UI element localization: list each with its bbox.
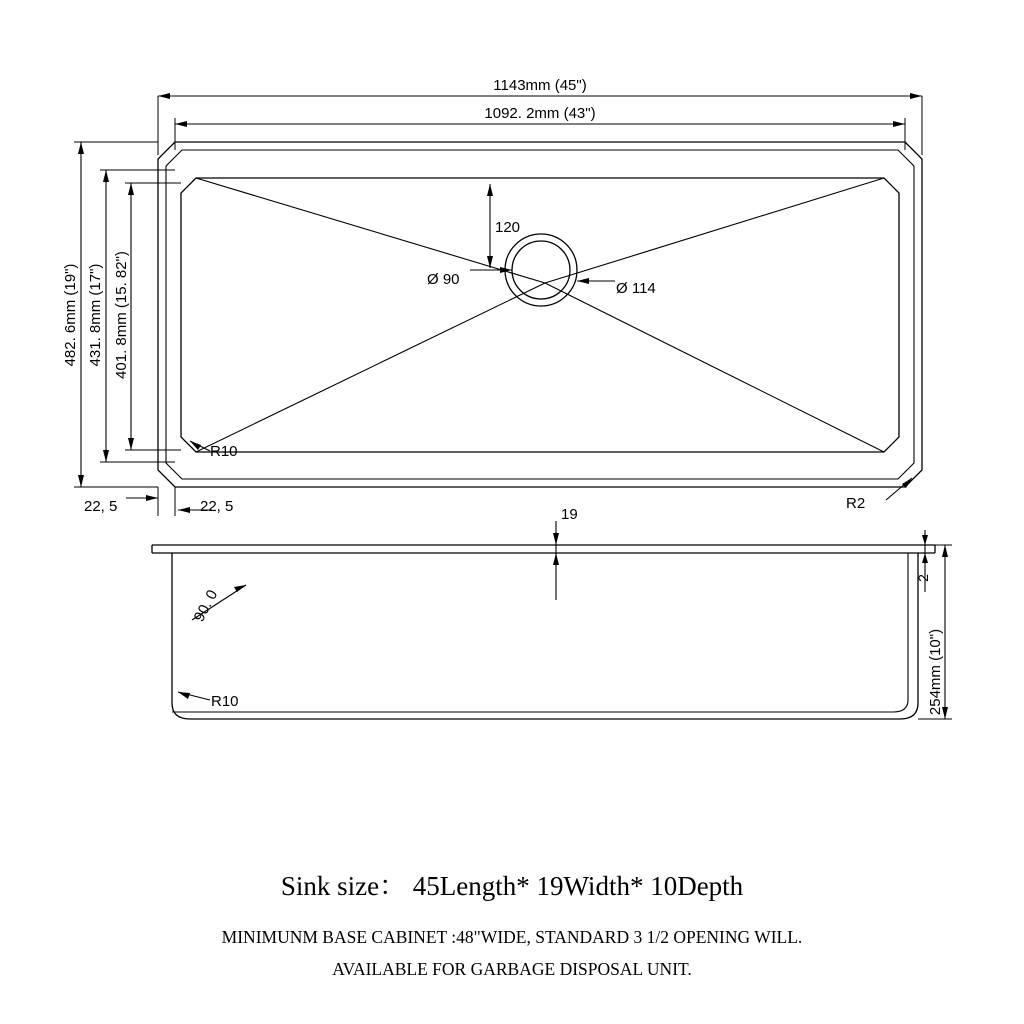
arrow-overall-length-right	[910, 93, 922, 99]
sink-basin-outline	[181, 178, 899, 452]
arrow-overall-length-left	[158, 93, 170, 99]
basin-diagonal-4	[545, 283, 884, 452]
arrow-inner-width-2-bottom	[128, 438, 134, 450]
arrow-wall-angle	[234, 585, 246, 592]
arrow-overall-width-top	[78, 142, 84, 154]
dim-overall-width-label: 482. 6mm (19")	[62, 263, 79, 367]
dim-wall-angle-label: 90. 0	[190, 587, 222, 625]
arrow-edge-left	[146, 495, 158, 501]
dim-r10-top-view-label: R10	[210, 443, 238, 460]
dim-edge-left-label: 22, 5	[84, 498, 118, 515]
caption-main: Sink size： 45Length* 19Width* 10Depth	[280, 871, 744, 901]
arrow-rim-lip-top	[922, 535, 928, 545]
arrow-r10-top-view	[190, 441, 201, 450]
dim-edge-left-2-label: 22, 5	[200, 498, 234, 515]
side-view-group	[152, 506, 952, 719]
side-body-outline	[172, 553, 918, 719]
dim-inner-width-1-label: 431. 8mm (17")	[87, 263, 104, 367]
drain-inner-circle	[512, 241, 570, 299]
sink-inner-offset-outline	[166, 150, 914, 479]
arrow-inner-width-2-top	[128, 183, 134, 195]
dim-inner-length-label: 1092. 2mm (43")	[484, 105, 596, 122]
side-body-inner-line	[490, 553, 908, 712]
arrow-edge-left-2	[178, 507, 190, 513]
dim-r2-label: R2	[846, 495, 866, 512]
dim-rim-lip-label: 2	[915, 574, 931, 582]
arrow-depth-top	[942, 545, 948, 557]
arrow-inner-width-1-top	[103, 170, 109, 182]
arrow-rim-thickness-top	[553, 533, 559, 545]
dim-overall-length-label: 1143mm (45")	[493, 77, 587, 94]
arrow-r10-side-view	[178, 692, 190, 699]
drain-outer-circle	[505, 234, 577, 306]
arrow-inner-width-1-bottom	[103, 450, 109, 462]
dim-drain-offset-label: 120	[495, 219, 521, 236]
dim-rim-thickness-label: 19	[561, 506, 578, 523]
dim-depth-label: 254mm (10")	[927, 628, 944, 716]
dim-r10-side-view-label: R10	[211, 693, 239, 710]
caption-group	[222, 871, 803, 979]
basin-diagonal-3	[196, 283, 545, 452]
arrow-overall-width-bottom	[78, 475, 84, 487]
caption-line-1: MINIMUNM BASE CABINET :48"WIDE, STANDARD 3 1/2 OPENING WILL.	[221, 927, 803, 947]
dim-drain-outer-dia-label: Ø 114	[616, 280, 656, 297]
arrow-inner-length-left	[175, 121, 187, 127]
arrow-drain-outer-dia	[577, 278, 589, 284]
basin-diagonal-1	[196, 178, 545, 283]
arrow-drain-offset-top	[487, 184, 493, 196]
basin-diagonal-2	[545, 178, 884, 283]
arrow-rim-lip-bottom	[922, 553, 928, 563]
dim-inner-width-2-label: 401. 8mm (15. 82")	[113, 251, 130, 379]
caption-line-2: AVAILABLE FOR GARBAGE DISPOSAL UNIT.	[332, 959, 692, 979]
arrow-rim-thickness-bottom	[553, 553, 559, 565]
sink-outer-outline	[158, 142, 922, 487]
dim-drain-inner-dia-label: Ø 90	[427, 271, 460, 288]
arrow-inner-length-right	[893, 121, 905, 127]
top-view-group	[62, 77, 922, 516]
